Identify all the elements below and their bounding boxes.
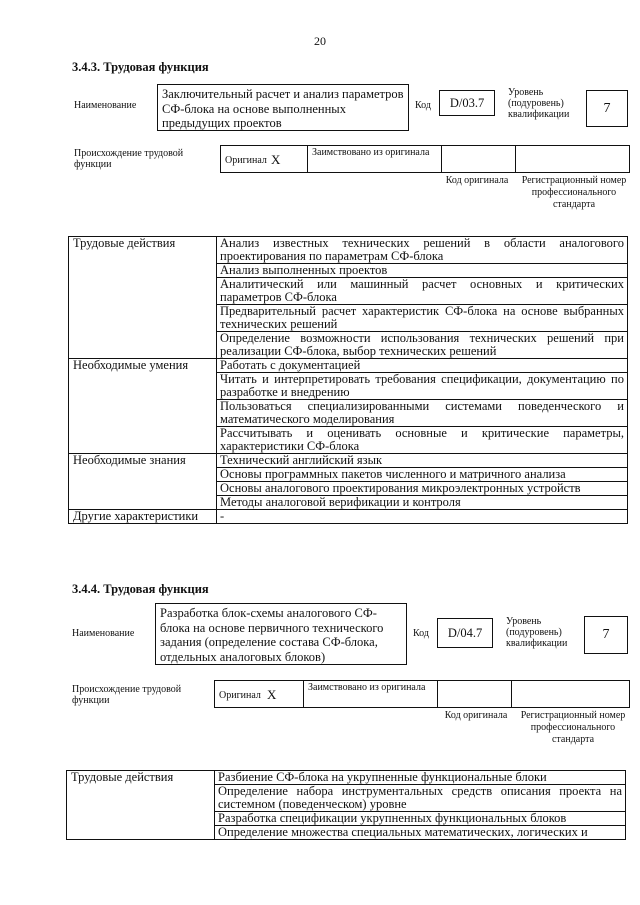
item-cell: Определение множества специальных математических, логических и bbox=[215, 826, 626, 840]
reg-number-label: Регистрационный номер профессионального стандарта bbox=[521, 175, 627, 210]
original-mark: X bbox=[271, 152, 281, 167]
code-box: D/03.7 bbox=[439, 90, 495, 116]
level-box: 7 bbox=[584, 616, 628, 654]
reg-number-cell bbox=[515, 146, 629, 172]
item-cell: Разработка спецификации укрупненных функциональных блоков bbox=[215, 812, 626, 826]
item-cell: Основы программных пакетов численного и матричного анализа bbox=[217, 468, 628, 482]
level-box: 7 bbox=[586, 90, 628, 127]
section-title: 3.4.3. Трудовая функция bbox=[72, 60, 209, 74]
name-label: Наименование bbox=[74, 100, 137, 111]
item-cell: Анализ выполненных проектов bbox=[217, 264, 628, 278]
item-cell: Рассчитывать и оценивать основные и критические параметры, характеристики СФ-блока bbox=[217, 427, 628, 454]
original-label: Оригинал bbox=[219, 690, 261, 701]
table-row bbox=[69, 237, 628, 264]
item-cell: Определение возможности использования технических решений при реализации СФ-блока, выбор технических решений bbox=[217, 332, 628, 359]
table-row bbox=[67, 771, 626, 785]
reg-number-cell bbox=[511, 681, 629, 707]
origin-row bbox=[214, 680, 630, 708]
item-cell: - bbox=[217, 510, 628, 524]
item-cell: Основы аналогового проектирования микроэлектронных устройств bbox=[217, 482, 628, 496]
reg-number-label: Регистрационный номер профессионального стандарта bbox=[520, 710, 626, 745]
category-cell: Необходимые знания bbox=[69, 454, 217, 510]
original-label: Оригинал bbox=[225, 155, 267, 166]
origin-row bbox=[220, 145, 630, 173]
level-label: Уровень (подуровень) квалификации bbox=[506, 616, 568, 649]
item-cell: Пользоваться специализированными системами поведенческого и математического моделирования bbox=[217, 400, 628, 427]
category-cell: Другие характеристики bbox=[69, 510, 217, 524]
item-cell: Аналитический или машинный расчет основных и критических параметров СФ-блока bbox=[217, 278, 628, 305]
item-cell: Работать с документацией bbox=[217, 359, 628, 373]
code-label: Код bbox=[415, 100, 431, 111]
borrowed-label: Заимствовано из оригинала bbox=[307, 146, 441, 172]
original-code-cell bbox=[441, 146, 515, 172]
category-cell: Трудовые действия bbox=[67, 771, 215, 840]
page-number: 20 bbox=[314, 34, 326, 48]
table-row bbox=[69, 359, 628, 373]
function-name-box: Заключительный расчет и анализ параметров СФ-блока на основе выполненных предыдущих проектов bbox=[157, 84, 409, 131]
origin-label: Происхождение трудовой функции bbox=[74, 148, 184, 170]
item-cell: Предварительный расчет характеристик СФ-блока на основе выбранных технических решений bbox=[217, 305, 628, 332]
borrowed-label: Заимствовано из оригинала bbox=[303, 681, 437, 707]
code-label: Код bbox=[413, 628, 429, 639]
item-cell: Технический английский язык bbox=[217, 454, 628, 468]
category-cell: Трудовые действия bbox=[69, 237, 217, 359]
function-table bbox=[68, 236, 628, 524]
level-label: Уровень (подуровень) квалификации bbox=[508, 87, 570, 120]
table-row bbox=[69, 510, 628, 524]
function-table bbox=[66, 770, 626, 840]
item-cell: Определение набора инструментальных средств описания проекта на системном (поведенческом) уровне bbox=[215, 785, 626, 812]
name-label: Наименование bbox=[72, 628, 135, 639]
table-row bbox=[69, 454, 628, 468]
section-title: 3.4.4. Трудовая функция bbox=[72, 582, 209, 596]
original-code-label: Код оригинала bbox=[445, 175, 509, 186]
code-box: D/04.7 bbox=[437, 618, 493, 648]
category-cell: Необходимые умения bbox=[69, 359, 217, 454]
item-cell: Разбиение СФ-блока на укрупненные функциональные блоки bbox=[215, 771, 626, 785]
item-cell: Методы аналоговой верификации и контроля bbox=[217, 496, 628, 510]
original-code-cell bbox=[437, 681, 511, 707]
item-cell: Анализ известных технических решений в области аналогового проектирования по параметрам СФ-блока bbox=[217, 237, 628, 264]
function-name-box: Разработка блок-схемы аналогового СФ-блока на основе первичного технического задания (определение состава СФ-блока, отдельных аналоговых блоков) bbox=[155, 603, 407, 665]
item-cell: Читать и интерпретировать требования спецификации, документацию по разработке и внедрению bbox=[217, 373, 628, 400]
original-mark: X bbox=[267, 687, 277, 702]
origin-label: Происхождение трудовой функции bbox=[72, 684, 182, 706]
original-code-label: Код оригинала bbox=[444, 710, 508, 721]
